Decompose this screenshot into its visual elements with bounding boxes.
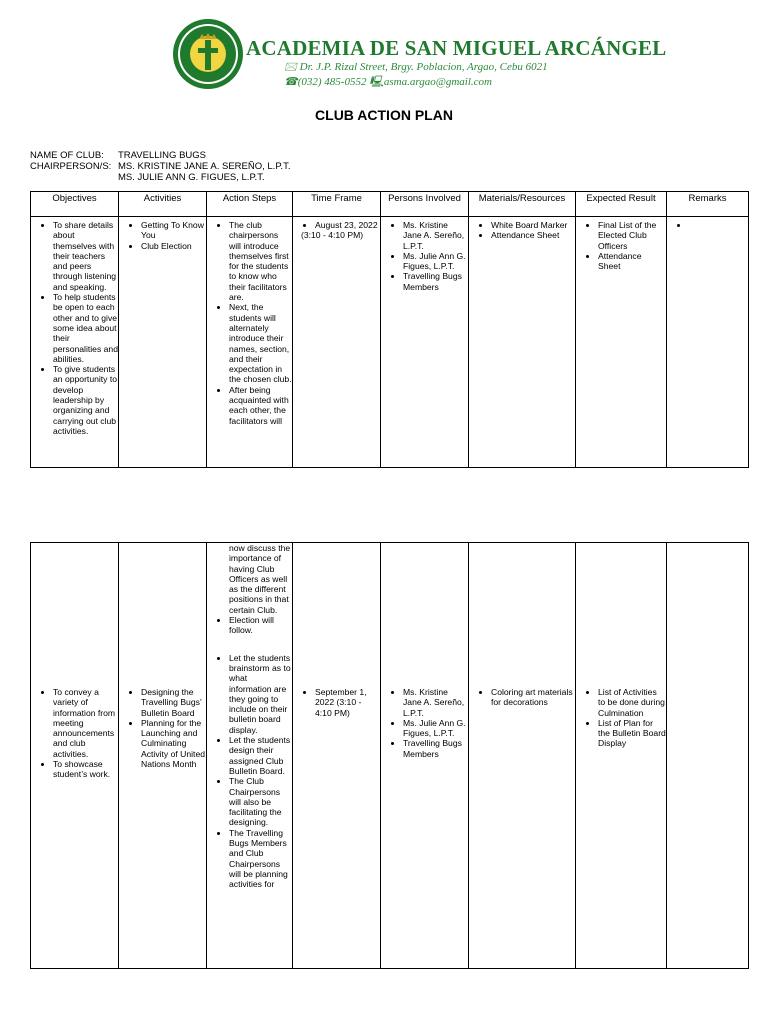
school-name: ACADEMIA DE SAN MIGUEL ARCÁNGEL xyxy=(246,36,667,60)
column-header: Persons Involved xyxy=(381,192,469,217)
persons-cell xyxy=(381,543,469,969)
list-item: • Getting To Know You xyxy=(141,220,206,241)
list-item: • Ms. Kristine Jane A. Sereño, L.P.T. xyxy=(403,687,468,718)
list-item: • Next, the students will alternately introduce their names, section, and their expectation in the chosen club. xyxy=(229,302,292,384)
school-contact: ☎(032) 485-0552 🖳asma.argao@gmail.com xyxy=(284,76,492,88)
list-item: • Let the students brainstorm as to what information are they going to include on their bulletin board display. xyxy=(229,653,292,735)
list-item: • The Club Chairpersons will also be facilitating the designing. xyxy=(229,776,292,827)
time-range: (3:10 - 4:10 PM) xyxy=(301,230,364,241)
list-item: • August 23, 2022 xyxy=(315,220,380,230)
materials-cell xyxy=(469,217,576,468)
remarks-cell xyxy=(667,217,749,468)
action-plan-table-page1 xyxy=(30,191,749,468)
persons-cell xyxy=(381,217,469,468)
table-row xyxy=(31,543,749,969)
list-item: • Club Election xyxy=(141,241,206,251)
column-header: Expected Result xyxy=(576,192,667,217)
action-steps-cell xyxy=(207,543,293,969)
action-plan-table-page2 xyxy=(30,542,749,969)
activities-cell xyxy=(119,217,207,468)
activities-cell xyxy=(119,543,207,969)
list-item: • List of Activities to be done during Culmination xyxy=(598,687,666,718)
chairperson-1: MS. KRISTINE JANE A. SEREÑO, L.P.T. xyxy=(118,161,291,172)
list-item: • Ms. Kristine Jane A. Sereño, L.P.T. xyxy=(403,220,468,251)
chairperson-label: CHAIRPERSON/S: xyxy=(30,161,112,172)
expected-result-cell xyxy=(576,217,667,468)
list-item: • Ms. Julie Ann G. Figues, L.P.T. xyxy=(403,251,468,272)
list-item: • The club chairpersons will introduce themselves first for the students to know who their facilitators are. xyxy=(229,220,292,302)
time-frame-cell xyxy=(293,543,381,969)
objectives-cell xyxy=(31,543,119,969)
list-item: • List of Plan for the Bulletin Board Display xyxy=(598,718,666,749)
column-header: Materials/Resources xyxy=(469,192,576,217)
list-item: • Travelling Bugs Members xyxy=(403,738,468,759)
list-item: • Coloring art materials for decorations xyxy=(491,687,575,708)
list-item: • Attendance Sheet xyxy=(598,251,666,272)
objectives-cell xyxy=(31,217,119,468)
column-header: Remarks xyxy=(667,192,749,217)
list-item: • Designing the Travelling Bugs’ Bulletin Board xyxy=(141,687,206,718)
list-item: • Travelling Bugs Members xyxy=(403,271,468,292)
list-item: • Let the students design their assigned Club Bulletin Board. xyxy=(229,735,292,776)
column-header: Time Frame xyxy=(293,192,381,217)
list-item: • Election will follow. xyxy=(229,615,292,636)
list-item xyxy=(689,220,748,230)
list-item: • Final List of the Elected Club Officers xyxy=(598,220,666,251)
list-item: • Ms. Julie Ann G. Figues, L.P.T. xyxy=(403,718,468,739)
list-item: • To share details about themselves with their teachers and peers through listening and speaking. xyxy=(53,220,118,292)
list-item: • To help students be open to each other and to give some idea about their personalities and abilities. xyxy=(53,292,118,364)
school-address: 🖂 Dr. J.P. Rizal Street, Brgy. Poblacion, Argao, Cebu 6021 xyxy=(284,61,548,73)
table-row xyxy=(31,217,749,468)
list-item: • White Board Marker xyxy=(491,220,575,230)
list-item: • To convey a variety of information from meeting announcements and club activities. xyxy=(53,687,118,759)
chairperson-2: MS. JULIE ANN G. FIGUES, L.P.T. xyxy=(118,172,265,183)
action-steps-cell xyxy=(207,217,293,468)
column-header: Action Steps xyxy=(207,192,293,217)
list-item: • The Travelling Bugs Members and Club Chairpersons will be planning activities for xyxy=(229,828,292,890)
time-frame-cell xyxy=(293,217,381,468)
page-title: CLUB ACTION PLAN xyxy=(315,107,453,123)
letterhead xyxy=(0,0,768,100)
school-seal-icon xyxy=(172,18,244,90)
club-info xyxy=(30,150,290,183)
club-name-value: TRAVELLING BUGS xyxy=(118,150,206,161)
materials-cell xyxy=(469,543,576,969)
list-item: • September 1, 2022 (3:10 - 4:10 PM) xyxy=(315,687,380,718)
list-item: • Attendance Sheet xyxy=(491,230,575,240)
list-item: • To showcase student’s work. xyxy=(53,759,118,780)
club-name-label: NAME OF CLUB: xyxy=(30,150,104,161)
list-item: • To give students an opportunity to develop leadership by organizing and carrying out club activities. xyxy=(53,364,118,436)
expected-result-cell xyxy=(576,543,667,969)
list-item: • After being acquainted with each other, the facilitators will xyxy=(229,385,292,426)
column-header: Objectives xyxy=(31,192,119,217)
remarks-cell xyxy=(667,543,749,969)
continued-text: now discuss the importance of having Club Officers as well as the different positions in that certain Club. xyxy=(229,543,291,615)
table-header-row xyxy=(31,192,749,217)
list-item: • Planning for the Launching and Culminating Activity of United Nations Month xyxy=(141,718,206,769)
column-header: Activities xyxy=(119,192,207,217)
